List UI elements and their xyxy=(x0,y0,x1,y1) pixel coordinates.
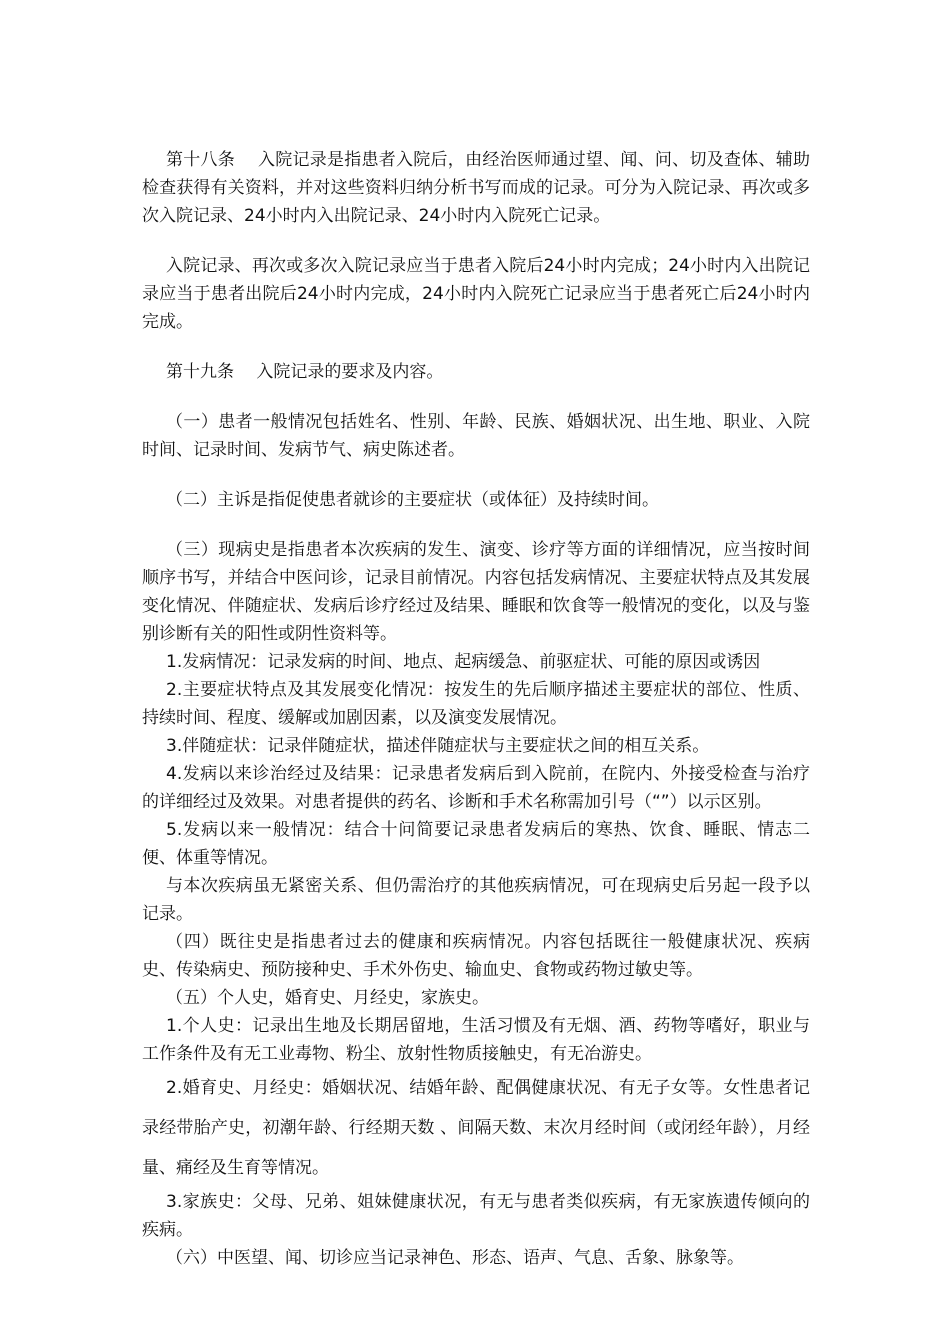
document-body xyxy=(142,146,810,1272)
section-1-general-info: （一）患者一般情况包括姓名、性别、年龄、民族、婚姻状况、出生地、职业、入院时间、记录时间、发病节气、病史陈述者。 xyxy=(142,412,810,460)
item-accompanying-symptoms: 3.伴随症状：记录伴随症状，描述伴随症状与主要症状之间的相互关系。 xyxy=(166,736,710,756)
other-diseases-paragraph: 与本次疾病虽无紧密关系、但仍需治疗的其他疾病情况，可在现病史后另起一段予以记录。 xyxy=(142,876,810,924)
completion-time-paragraph: 入院记录、再次或多次入院记录应当于患者入院后24小时内完成；24小时内入出院记录应当于患者出院后24小时内完成，24小时内入院死亡记录应当于患者死亡后24小时内完成。 xyxy=(142,256,810,332)
section-2-chief-complaint: （二）主诉是指促使患者就诊的主要症状（或体征）及持续时间。 xyxy=(166,490,659,510)
item-treatment-history: 4.发病以来诊治经过及结果：记录患者发病后到入院前，在院内、外接受检查与治疗的详细经过及效果。对患者提供的药名、诊断和手术名称需加引号（“”）以示区别。 xyxy=(142,764,810,812)
section-6-tcm-examination: （六）中医望、闻、切诊应当记录神色、形态、语声、气息、舌象、脉象等。 xyxy=(166,1248,744,1268)
item-onset: 1.发病情况：记录发病的时间、地点、起病缓急、前驱症状、可能的原因或诱因 xyxy=(166,652,761,672)
section-5-personal-history: （五）个人史，婚育史、月经史，家族史。 xyxy=(166,988,489,1008)
article-19-heading: 第十九条 入院记录的要求及内容。 xyxy=(166,362,444,382)
section-3-present-illness: （三）现病史是指患者本次疾病的发生、演变、诊疗等方面的详细情况，应当按时间顺序书写，并结合中医问诊，记录目前情况。内容包括发病情况、主要症状特点及其发展变化情况、伴随症状、发病后诊疗经过及结果、睡眠和饮食等一般情况的变化，以及与鉴别诊断有关的阳性或阴性资料等。 xyxy=(142,540,810,644)
item-family-history: 3.家族史：父母、兄弟、姐妹健康状况，有无与患者类似疾病，有无家族遗传倾向的疾病。 xyxy=(142,1192,810,1240)
section-4-past-history: （四）既往史是指患者过去的健康和疾病情况。内容包括既往一般健康状况、疾病史、传染病史、预防接种史、手术外伤史、输血史、食物或药物过敏史等。 xyxy=(142,932,810,980)
item-general-condition: 5.发病以来一般情况：结合十问简要记录患者发病后的寒热、饮食、睡眠、情志二便、体重等情况。 xyxy=(142,820,810,868)
item-personal-history: 1.个人史：记录出生地及长期居留地，生活习惯及有无烟、酒、药物等嗜好，职业与工作条件及有无工业毒物、粉尘、放射性物质接触史，有无冶游史。 xyxy=(142,1016,810,1064)
article-18-paragraph: 第十八条 入院记录是指患者入院后，由经治医师通过望、闻、问、切及查体、辅助检查获得有关资料，并对这些资料归纳分析书写而成的记录。可分为入院记录、再次或多次入院记录、24小时内入出院记录、24小时内入院死亡记录。 xyxy=(142,150,810,226)
item-marital-menstrual-history: 2.婚育史、月经史：婚姻状况、结婚年龄、配偶健康状况、有无子女等。女性患者记录经带胎产史，初潮年龄、行经期天数 、间隔天数、末次月经时间（或闭经年龄），月经量、痛经及生育等情况。 xyxy=(142,1078,810,1178)
item-main-symptoms: 2.主要症状特点及其发展变化情况：按发生的先后顺序描述主要症状的部位、性质、持续时间、程度、缓解或加剧因素，以及演变发展情况。 xyxy=(142,680,810,728)
